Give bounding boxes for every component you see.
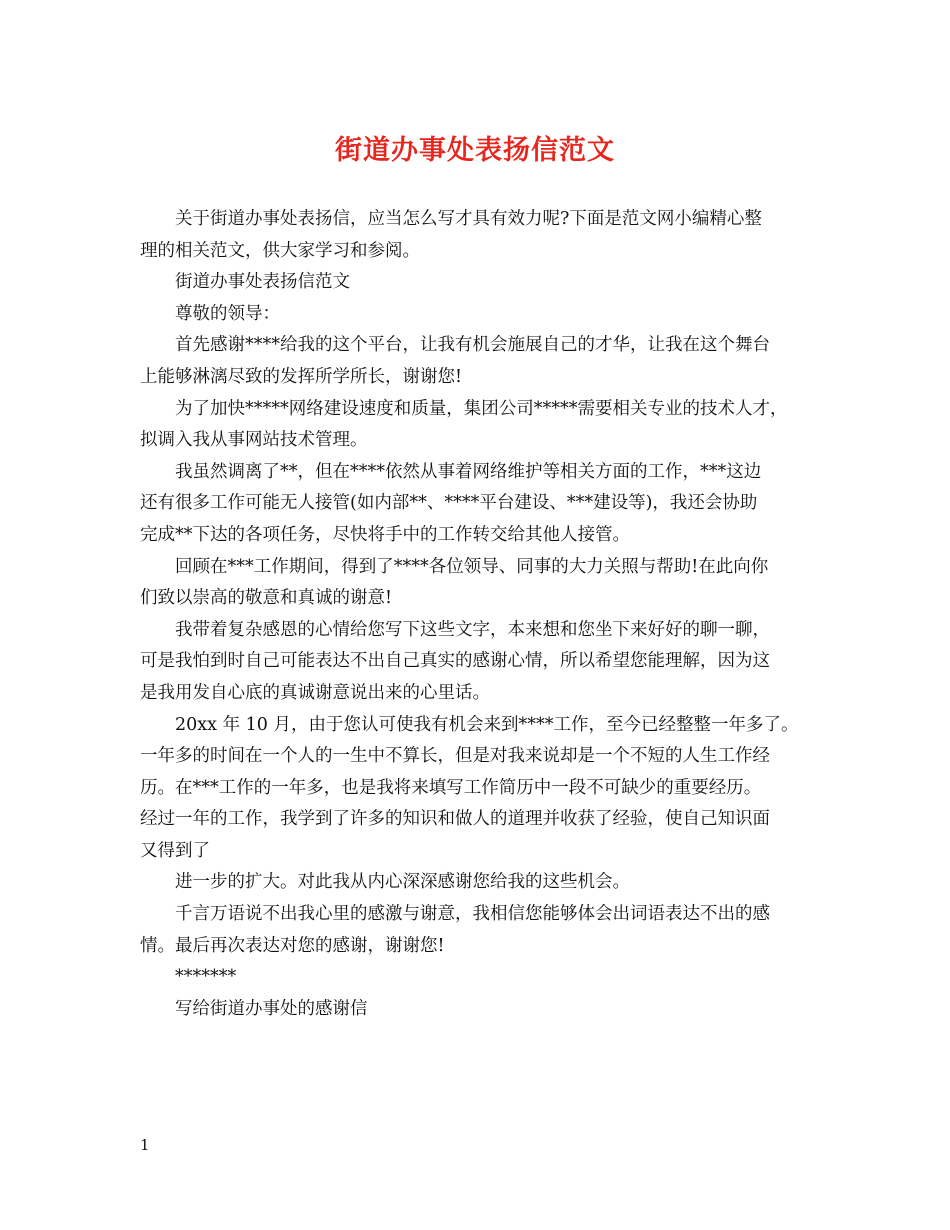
body-line: 经过一年的工作，我学到了许多的知识和做人的道理并收获了经验，使自己知识面 <box>140 809 770 830</box>
body-line: 我虽然调离了**，但在****依然从事着网络维护等相关方面的工作，***这边 <box>175 461 762 482</box>
page-number: 1 <box>140 1136 150 1154</box>
body-line: 为了加快*****网络建设速度和质量，集团公司*****需要相关专业的技术人才， <box>175 398 788 419</box>
body-line: 们致以崇高的敬意和真诚的谢意! <box>140 588 393 609</box>
body-line: 关于街道办事处表扬信，应当怎么写才具有效力呢?下面是范文网小编精心整 <box>175 209 762 229</box>
body-line: 拟调入我从事网站技术管理。 <box>140 430 368 451</box>
body-line: 20xx 年 10 月，由于您认可使我有机会来到****工作，至今已经整整一年多了。 <box>175 714 799 735</box>
body-line: 还有很多工作可能无人接管(如内部**、****平台建设、***建设等)，我还会协助 <box>140 493 758 514</box>
body-line: 上能够淋漓尽致的发挥所学所长，谢谢您! <box>140 366 463 387</box>
body-line: 一年多的时间在一个人的一生中不算长，但是对我来说却是一个不短的人生工作经 <box>140 746 770 767</box>
document-title: 街道办事处表扬信范文 <box>335 135 615 166</box>
body-line: 街道办事处表扬信范文 <box>175 272 350 293</box>
body-line: 回顾在***工作期间，得到了****各位领导、同事的大力关照与帮助!在此向你 <box>175 556 769 577</box>
body-line: ******* <box>175 967 237 988</box>
body-line: 尊敬的领导： <box>175 303 280 324</box>
body-line: 可是我怕到时自己可能表达不出自己真实的感谢心情，所以希望您能理解，因为这 <box>140 651 770 672</box>
body-line: 历。在***工作的一年多，也是我将来填写工作简历中一段不可缺少的重要经历。 <box>140 777 762 798</box>
body-line: 写给街道办事处的感谢信 <box>175 998 368 1019</box>
body-line: 进一步的扩大。对此我从内心深深感谢您给我的这些机会。 <box>175 872 630 893</box>
body-line: 首先感谢****给我的这个平台，让我有机会施展自己的才华，让我在这个舞台 <box>175 335 770 356</box>
body-line: 情。最后再次表达对您的感谢，谢谢您! <box>140 935 445 956</box>
body-line: 是我用发自心底的真诚谢意说出来的心里话。 <box>140 682 490 703</box>
body-line: 又得到了 <box>140 840 210 861</box>
body-line: 千言万语说不出我心里的感激与谢意，我相信您能够体会出词语表达不出的感 <box>175 904 770 925</box>
document-body <box>140 204 820 1025</box>
body-line: 完成**下达的各项任务，尽快将手中的工作转交给其他人接管。 <box>140 524 630 545</box>
body-line: 理的相关范文，供大家学习和参阅。 <box>140 240 420 261</box>
body-line: 我带着复杂感恩的心情给您写下这些文字，本来想和您坐下来好好的聊一聊， <box>175 619 770 640</box>
